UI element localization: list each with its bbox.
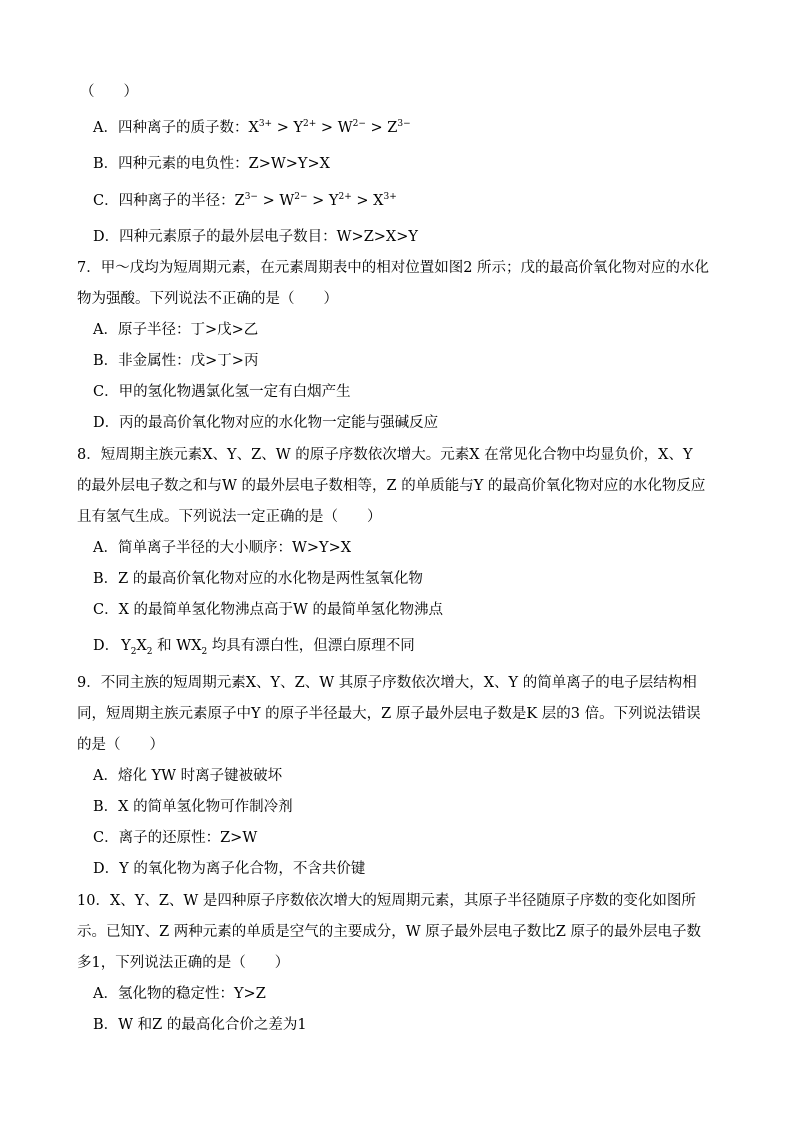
q8-option-c: C．X 的最简单氢化物沸点高于W 的最简单氢化物沸点	[93, 602, 444, 618]
q10-stem-line3: 多1，下列说法正确的是（ ）	[77, 955, 290, 971]
q7-option-c: C．甲的氢化物遇氯化氢一定有白烟产生	[93, 384, 351, 400]
q7-option-a: A．原子半径：丁>戊>乙	[93, 322, 259, 338]
q9-stem-line3: 的是（ ）	[77, 737, 164, 753]
q9-option-c: C．离子的还原性：Z>W	[93, 830, 258, 846]
q10-option-a: A．氢化物的稳定性：Y>Z	[93, 986, 266, 1002]
q9-stem-line2: 同，短周期主族元素原子中Y 的原子半径最大，Z 原子最外层电子数是K 层的3 倍。下列说法错误	[77, 706, 701, 722]
q9-option-d: D．Y 的氧化物为离子化合物，不含共价键	[93, 861, 366, 877]
q6-option-c: C．四种离子的半径：$Z^{3-} > W^{2-} > Y^{2+} > X^{3+}$	[93, 192, 397, 209]
q8-option-b: B．Z 的最高价氧化物对应的水化物是两性氢氧化物	[93, 571, 423, 587]
q8-stem-line1: 8．短周期主族元素X、Y、Z、W 的原子序数依次增大。元素X 在常见化合物中均显负价，X、Y	[77, 447, 693, 463]
q7-option-d: D．丙的最高价氧化物对应的水化物一定能与强碱反应	[93, 415, 439, 431]
q9-stem-line1: 9．不同主族的短周期元素X、Y、Z、W 其原子序数依次增大，X、Y 的简单离子的电子层结构相	[77, 675, 697, 691]
q8-option-a: A．简单离子半径的大小顺序：W>Y>X	[93, 540, 352, 556]
q10-stem-line2: 示。已知Y、Z 两种元素的单质是空气的主要成分，W 原子最外层电子数比Z 原子的最外层电子数	[77, 924, 701, 940]
q7-stem-line1: 7．甲～戊均为短周期元素，在元素周期表中的相对位置如图2 所示；戊的最高价氧化物对应的水化	[77, 260, 710, 276]
q6-option-d: D．四种元素原子的最外层电子数目：W>Z>X>Y	[93, 229, 418, 245]
q9-option-b: B．X 的简单氢化物可作制冷剂	[93, 799, 293, 815]
q7-stem-line2: 物为强酸。下列说法不正确的是（ ）	[77, 291, 338, 307]
q6-option-b: B．四种元素的电负性：Z>W>Y>X	[93, 156, 330, 172]
q10-stem-line1: 10．X、Y、Z、W 是四种原子序数依次增大的短周期元素，其原子半径随原子序数的变化如图所	[77, 893, 696, 909]
q10-option-b: B．W 和Z 的最高化合价之差为1	[93, 1017, 307, 1033]
answer-bracket: （ ）	[80, 84, 138, 100]
q8-stem-line3: 且有氢气生成。下列说法一定正确的是（ ）	[77, 509, 382, 525]
q8-option-d: D． $Y_2X_2$ 和 $WX_2$ 均具有漂白性，但漂白原理不同	[93, 638, 415, 657]
q8-stem-line2: 的最外层电子数之和与W 的最外层电子数相等，Z 的单质能与Y 的最高价氧化物对应的水化物反应	[77, 478, 706, 494]
q9-option-a: A．熔化 YW 时离子键被破坏	[93, 768, 283, 784]
q6-option-a: A．四种离子的质子数：$X^{3+} > Y^{2+} > W^{2-} > Z^{3-}$	[93, 119, 411, 136]
q7-option-b: B．非金属性：戊>丁>丙	[93, 353, 259, 369]
